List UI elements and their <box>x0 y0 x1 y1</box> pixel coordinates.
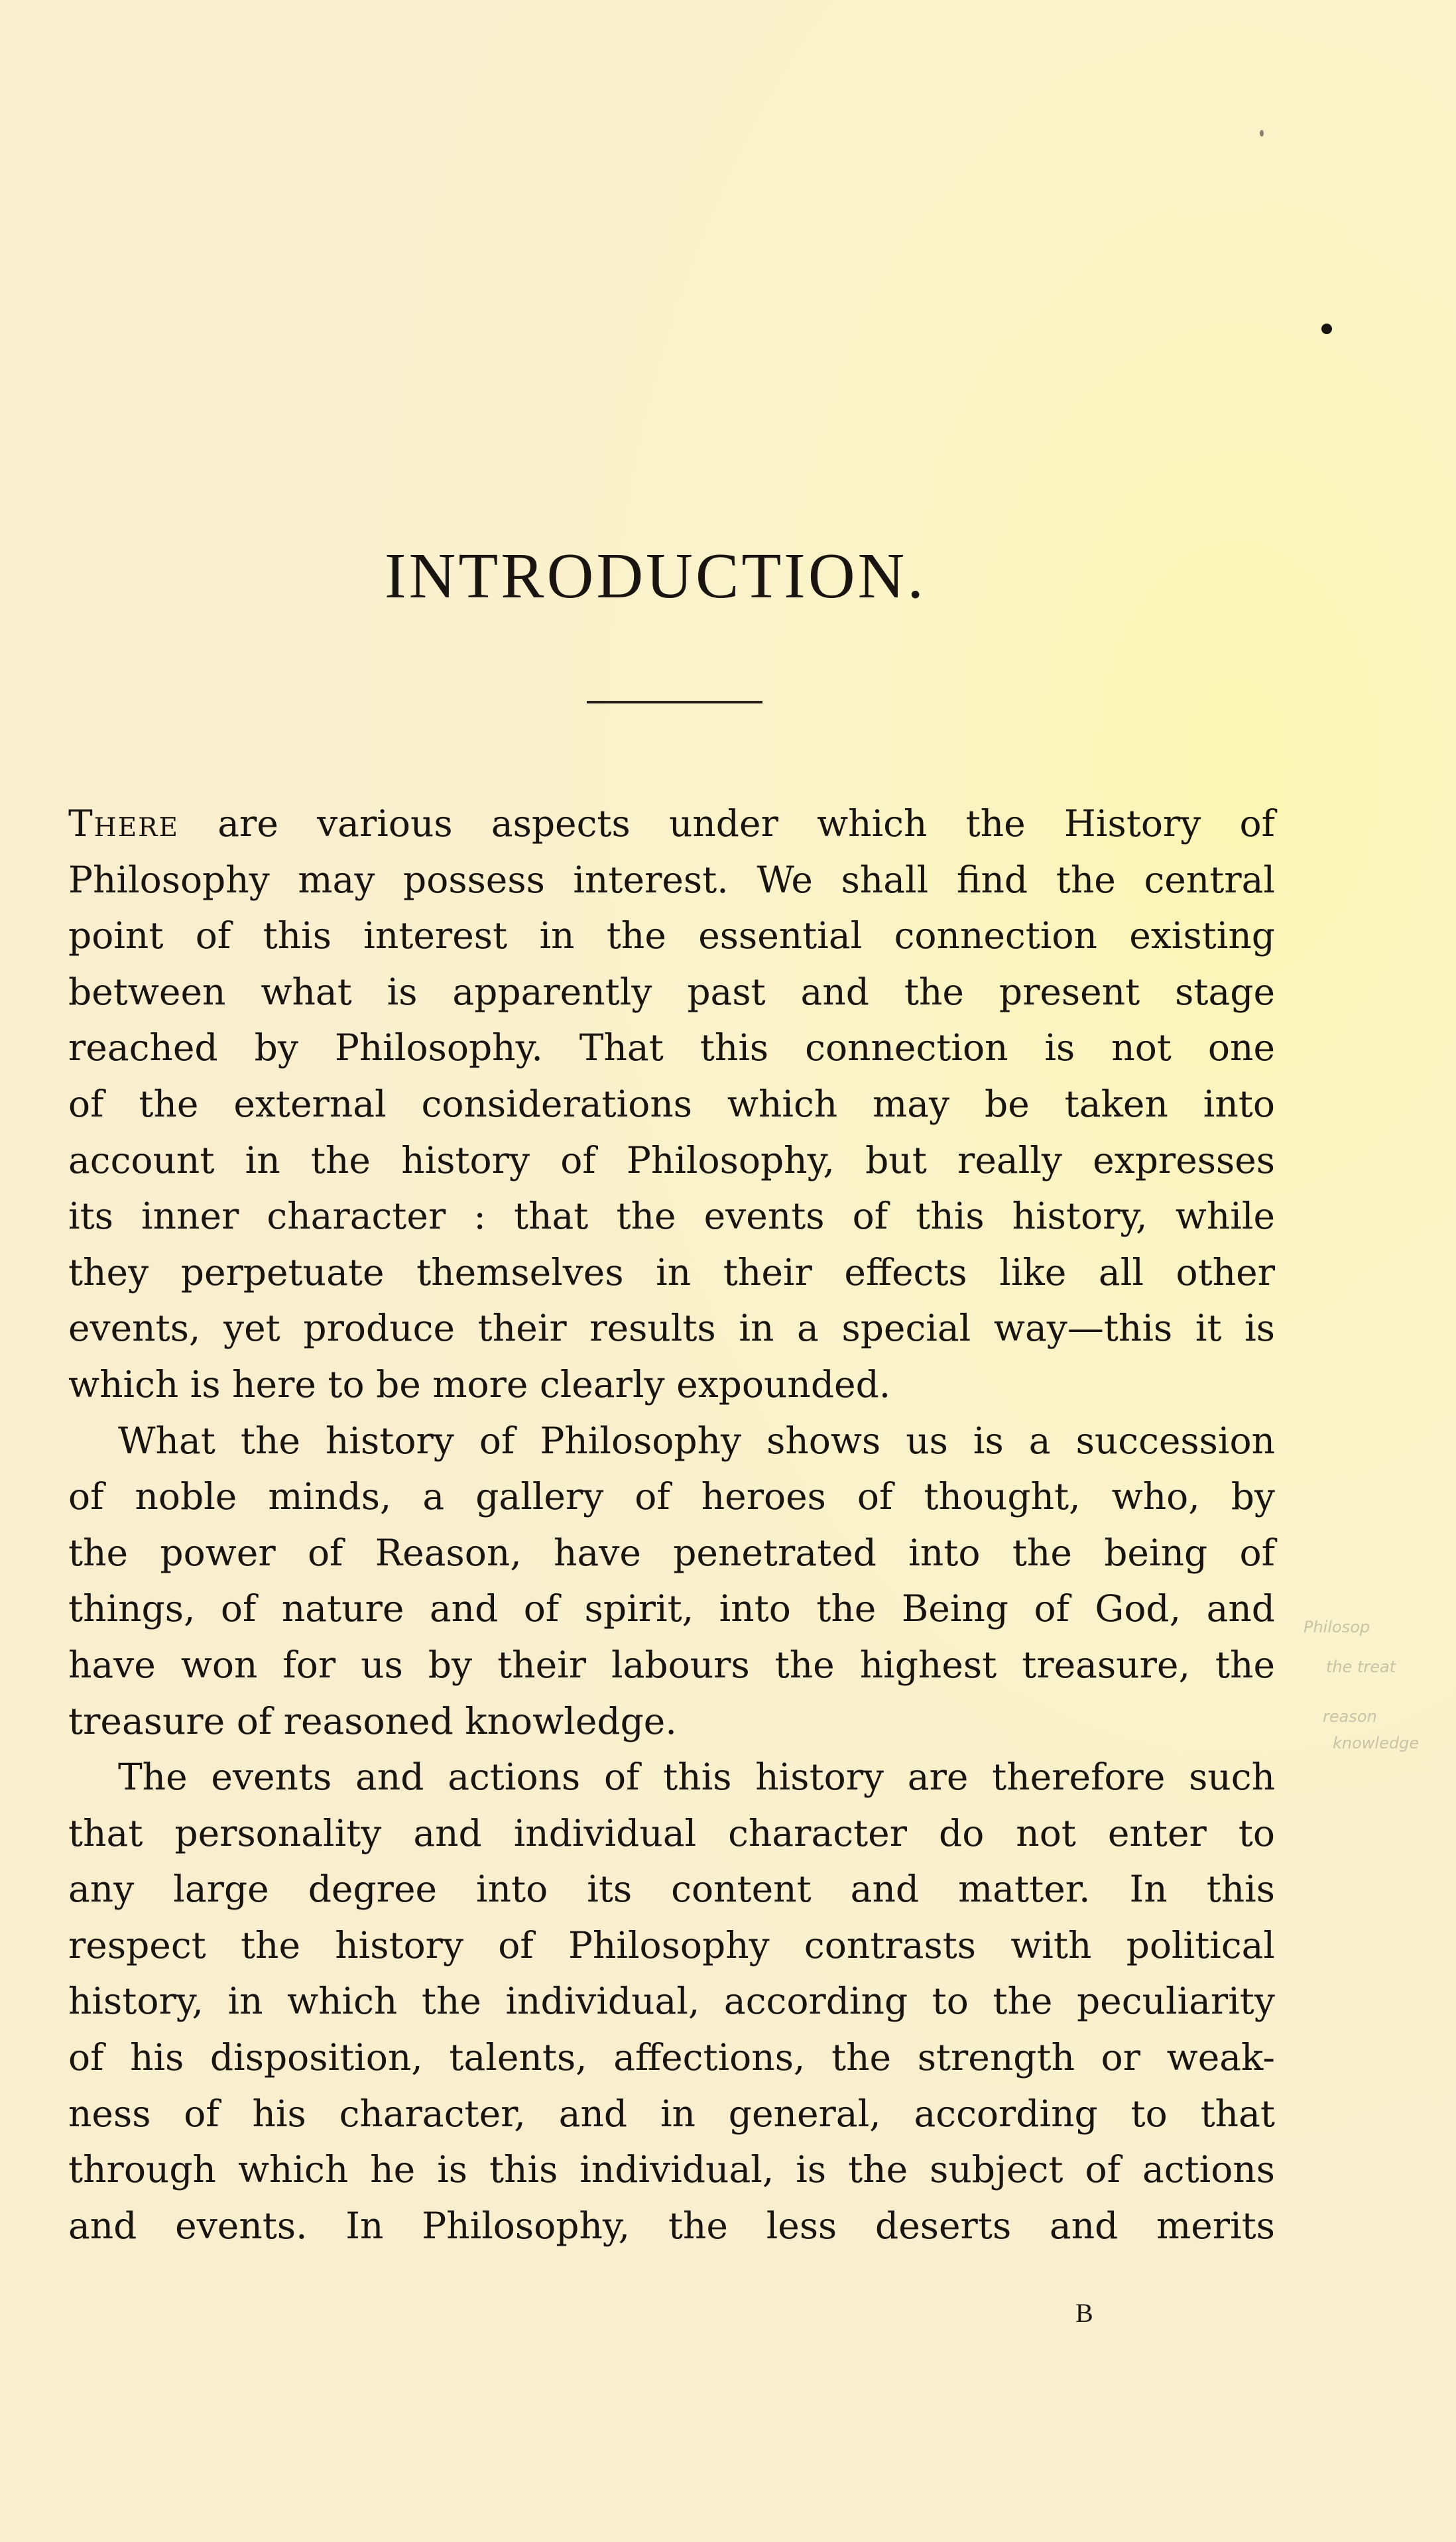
text-line: point of this interest in the essential connection existing <box>68 914 1275 957</box>
chapter-title: INTRODUCTION. <box>385 540 926 612</box>
marginal-note: Philosop <box>1304 1618 1370 1636</box>
drop-word: There <box>68 802 179 845</box>
text-line: its inner character : that the events of this history, while <box>68 1195 1275 1238</box>
marginal-note: knowledge <box>1333 1734 1420 1752</box>
text-line: What the history of Philosophy shows us is a succession <box>118 1419 1275 1462</box>
text-line: any large degree into its content and matter. In this <box>68 1868 1275 1911</box>
text-line: that personality and individual character do not enter to <box>68 1811 1275 1854</box>
text-line: of the external considerations which may be taken into <box>68 1082 1275 1125</box>
text-line: There are various aspects under which the History of <box>68 802 1275 845</box>
ink-speck <box>1260 130 1264 137</box>
text-line: treasure of reasoned knowledge. <box>68 1699 677 1742</box>
text-line: events, yet produce their results in a special way—this it is <box>68 1307 1275 1350</box>
text-line: ness of his character, and in general, according to that <box>68 2092 1275 2135</box>
text-line: through which he is this individual, is the subject of actions <box>68 2148 1275 2191</box>
text-line: have won for us by their labours the highest treasure, the <box>68 1643 1275 1686</box>
text-line: account in the history of Philosophy, but really expresses <box>68 1138 1275 1181</box>
text-line: they perpetuate themselves in their effects like all other <box>68 1250 1275 1294</box>
text-line: The events and actions of this history are therefore such <box>118 1756 1275 1799</box>
text-line: history, in which the individual, according to the peculiarity <box>68 1980 1275 2023</box>
marginal-note: reason <box>1323 1707 1377 1726</box>
marginal-note: the treat <box>1326 1658 1396 1676</box>
signature-mark: B <box>1075 2298 1093 2328</box>
text-line: which is here to be more clearly expounded. <box>68 1362 891 1406</box>
text-line: Philosophy may possess interest. We shall find the central <box>68 858 1275 901</box>
title-rule <box>587 701 762 703</box>
text-line: between what is apparently past and the present stage <box>68 970 1275 1013</box>
text-line: reached by Philosophy. That this connection is not one <box>68 1026 1275 1069</box>
ink-speck <box>1321 324 1332 334</box>
text-line: respect the history of Philosophy contrasts with political <box>68 1923 1275 1967</box>
text-line: things, of nature and of spirit, into the Being of God, and <box>68 1587 1275 1630</box>
text-line: of noble minds, a gallery of heroes of thought, who, by <box>68 1475 1275 1518</box>
body-text <box>68 796 1275 2254</box>
text-line: of his disposition, talents, affections, the strength or weak- <box>68 2036 1275 2079</box>
text-line: and events. In Philosophy, the less deserts and merits <box>68 2204 1275 2247</box>
text-line: the power of Reason, have penetrated into the being of <box>68 1531 1275 1574</box>
